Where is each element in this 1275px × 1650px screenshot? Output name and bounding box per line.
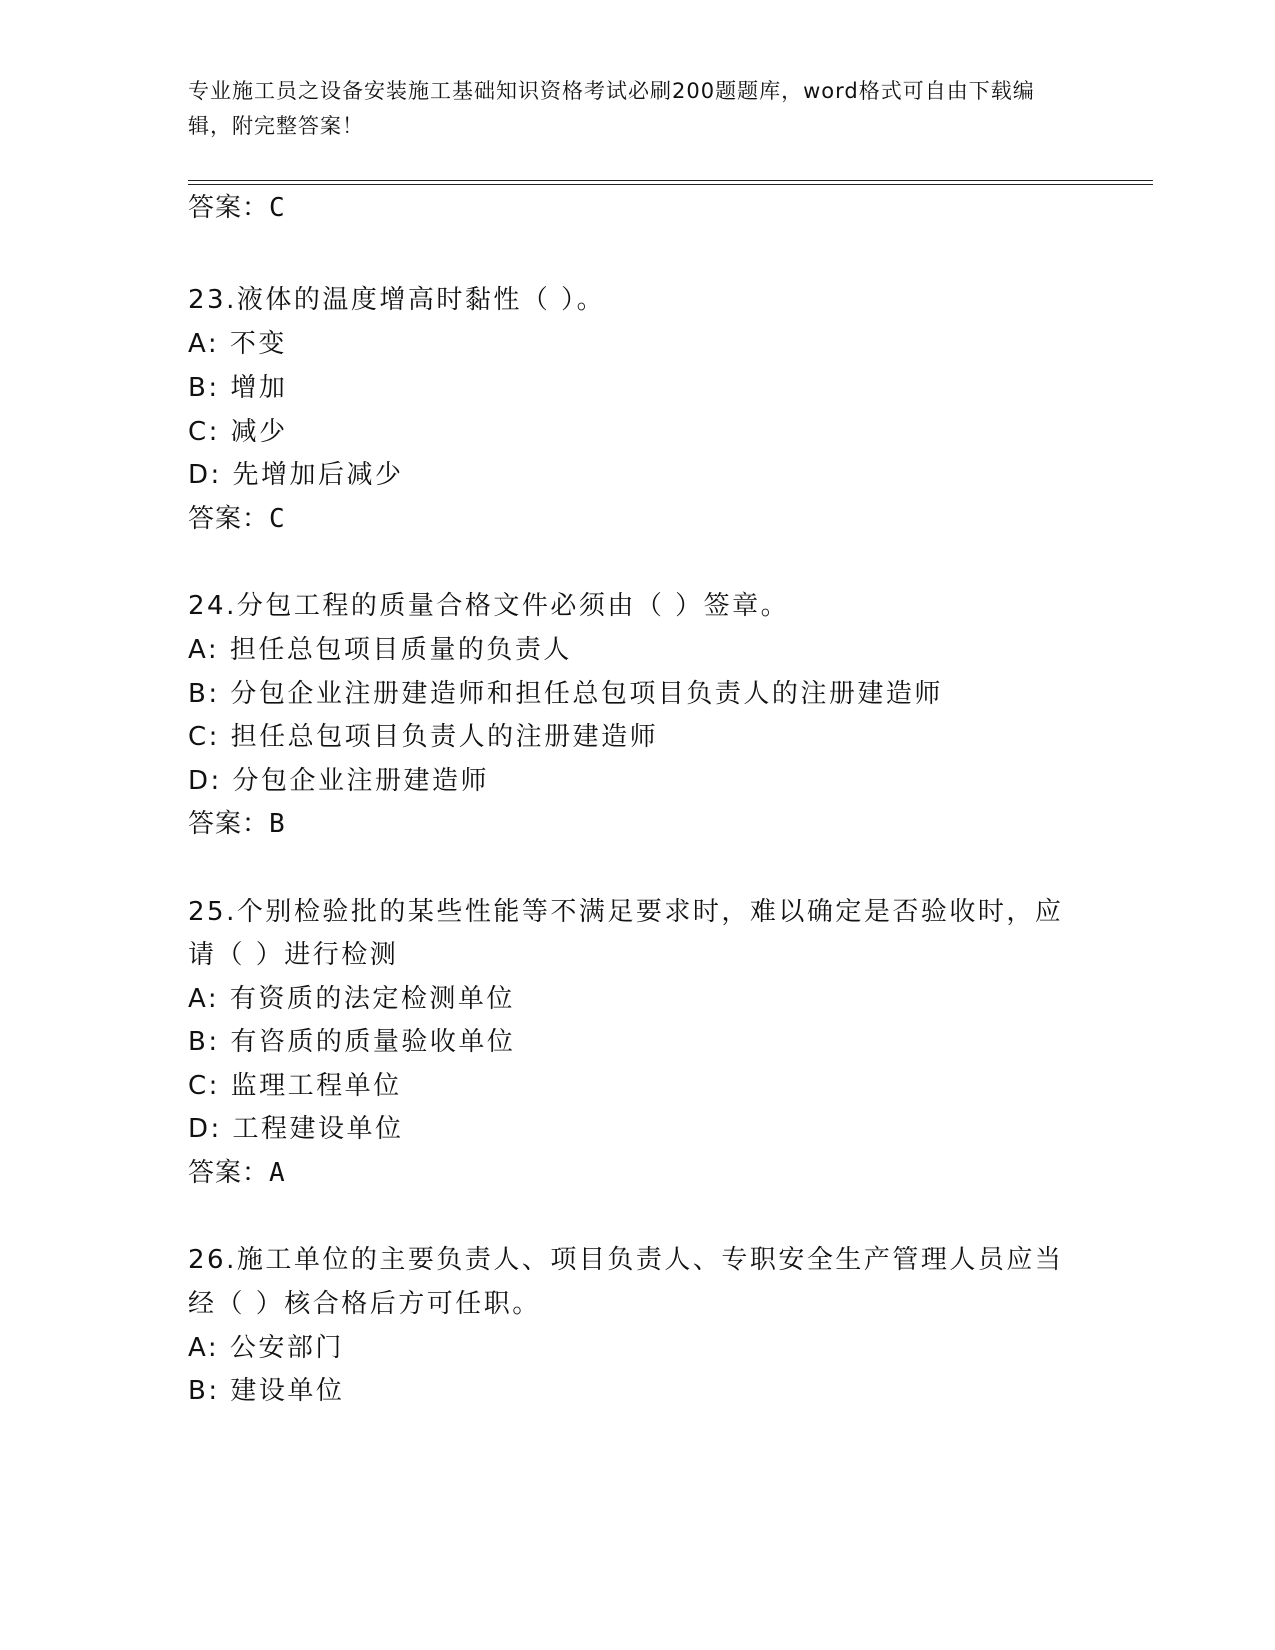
answer-value: C: [269, 193, 286, 223]
question-stem-continued: 请（ ）进行检测: [188, 940, 399, 970]
option-c: C: 减少: [188, 417, 288, 447]
question-stem: 25.个别检验批的某些性能等不满足要求时，难以确定是否验收时，应: [188, 897, 1064, 927]
answer-label: 答案：: [188, 809, 270, 839]
option-a: A: 不变: [188, 329, 287, 359]
answer-value: B: [269, 809, 286, 839]
answer-line: [188, 1155, 286, 1191]
answer-value: C: [269, 504, 286, 534]
option-d: D: 分包企业注册建造师: [188, 766, 490, 796]
question-stem: 23.液体的温度增高时黏性（ ）。: [188, 285, 606, 315]
question-stem: 26.施工单位的主要负责人、项目负责人、专职安全生产管理人员应当: [188, 1245, 1064, 1275]
option-b: B: 建设单位: [188, 1376, 345, 1406]
option-d: D: 先增加后减少: [188, 460, 404, 490]
answer-line: [188, 501, 286, 537]
option-c: C: 监理工程单位: [188, 1071, 402, 1101]
document-header: 专业施工员之设备安装施工基础知识资格考试必刷200题题库，word格式可自由下载编辑，附完整答案！: [188, 79, 1035, 138]
option-b: B: 有咨质的质量验收单位: [188, 1027, 516, 1057]
header-divider-line: [188, 180, 1153, 181]
option-a: A: 公安部门: [188, 1333, 344, 1363]
answer-label: 答案：: [188, 504, 270, 534]
answer-line: [188, 190, 286, 226]
option-b: B: 分包企业注册建造师和担任总包项目负责人的注册建造师: [188, 679, 943, 709]
option-d: D: 工程建设单位: [188, 1114, 404, 1144]
answer-label: 答案：: [188, 193, 270, 223]
question-stem-continued: 经（ ）核合格后方可任职。: [188, 1289, 541, 1319]
question-stem: 24.分包工程的质量合格文件必须由（ ）签章。: [188, 591, 790, 621]
option-c: C: 担任总包项目负责人的注册建造师: [188, 722, 659, 752]
option-a: A: 有资质的法定检测单位: [188, 984, 515, 1014]
option-a: A: 担任总包项目质量的负责人: [188, 635, 572, 665]
answer-line: [188, 806, 286, 842]
option-b: B: 增加: [188, 373, 288, 403]
answer-label: 答案：: [188, 1158, 270, 1188]
header-divider-line-second: [188, 184, 1153, 185]
answer-value: A: [269, 1158, 286, 1188]
